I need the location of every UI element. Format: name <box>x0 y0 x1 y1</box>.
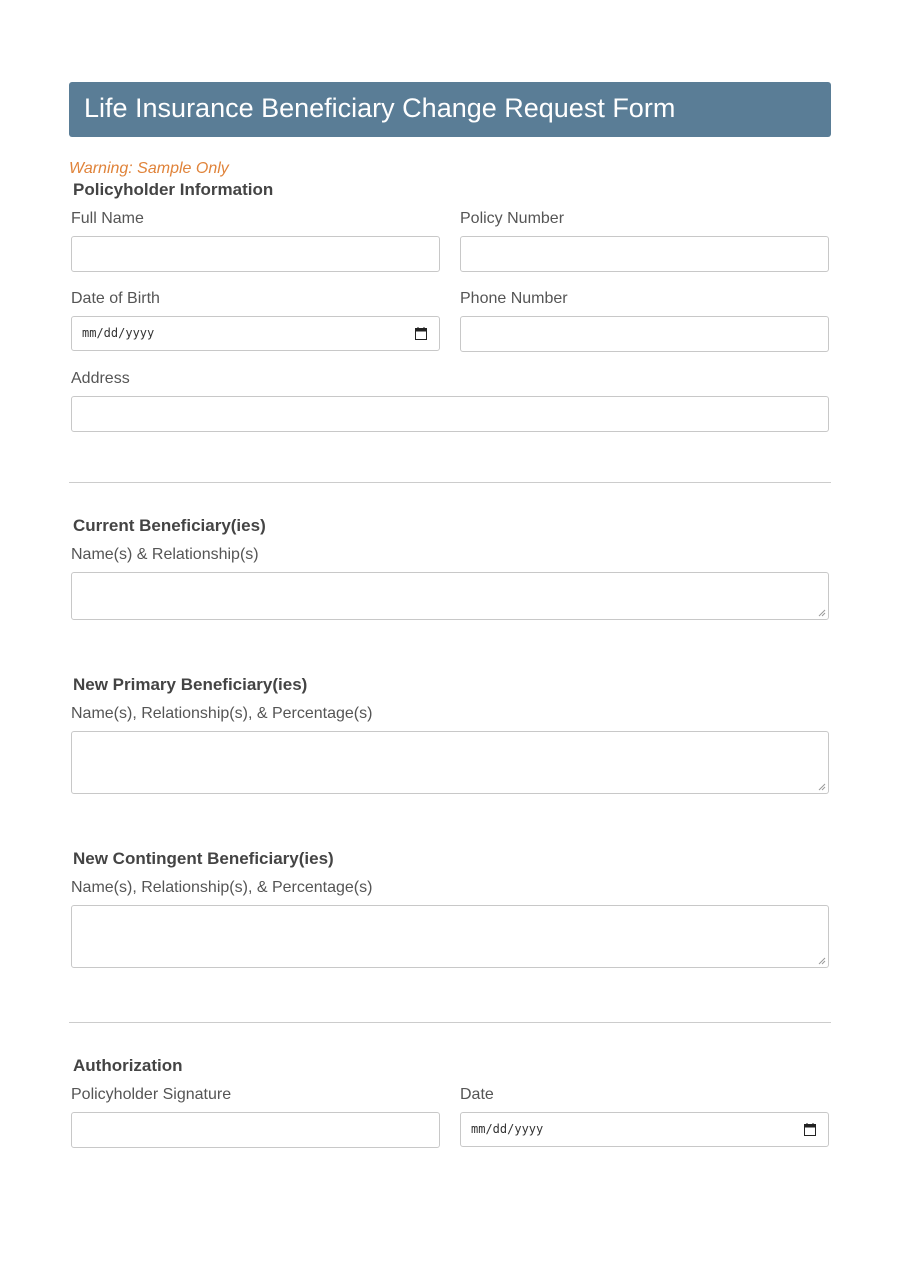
address-label: Address <box>71 370 130 387</box>
calendar-icon[interactable] <box>415 327 427 340</box>
policy-number-label: Policy Number <box>460 210 565 227</box>
signature-label: Policyholder Signature <box>71 1086 232 1103</box>
current-beneficiaries-label: Name(s) & Relationship(s) <box>71 546 259 563</box>
contingent-beneficiaries-label: Name(s), Relationship(s), & Percentage(s) <box>71 879 373 896</box>
phone-number-label: Phone Number <box>460 290 568 307</box>
dob-date-input[interactable] <box>71 316 440 351</box>
address-input[interactable] <box>71 396 829 432</box>
current-beneficiaries-textarea[interactable] <box>71 572 829 620</box>
contingent-beneficiaries-textarea[interactable] <box>71 905 829 968</box>
full-name-label: Full Name <box>71 210 144 227</box>
form-title: Life Insurance Beneficiary Change Request Form <box>84 93 676 123</box>
contingent-beneficiaries-section-title: New Contingent Beneficiary(ies) <box>73 849 334 868</box>
resize-handle-icon[interactable] <box>818 609 826 617</box>
warning-text: Warning: Sample Only <box>69 160 229 177</box>
phone-number-input[interactable] <box>460 316 829 352</box>
resize-handle-icon[interactable] <box>818 783 826 791</box>
primary-beneficiaries-label: Name(s), Relationship(s), & Percentage(s) <box>71 705 373 722</box>
authorization-date-input[interactable] <box>460 1112 829 1147</box>
dob-label: Date of Birth <box>71 290 160 307</box>
date-placeholder: mm/dd/yyyy <box>471 1122 544 1136</box>
policyholder-section-title: Policyholder Information <box>73 180 274 199</box>
dob-placeholder: mm/dd/yyyy <box>82 326 155 340</box>
resize-handle-icon[interactable] <box>818 957 826 965</box>
authorization-section-title: Authorization <box>73 1056 183 1075</box>
form-header <box>69 82 831 137</box>
date-label: Date <box>460 1086 494 1103</box>
section-divider <box>69 1022 831 1023</box>
section-divider <box>69 482 831 483</box>
primary-beneficiaries-textarea[interactable] <box>71 731 829 794</box>
policy-number-input[interactable] <box>460 236 829 272</box>
current-beneficiaries-section-title: Current Beneficiary(ies) <box>73 516 266 535</box>
full-name-input[interactable] <box>71 236 440 272</box>
signature-input[interactable] <box>71 1112 440 1148</box>
calendar-icon[interactable] <box>804 1123 816 1136</box>
primary-beneficiaries-section-title: New Primary Beneficiary(ies) <box>73 675 308 694</box>
